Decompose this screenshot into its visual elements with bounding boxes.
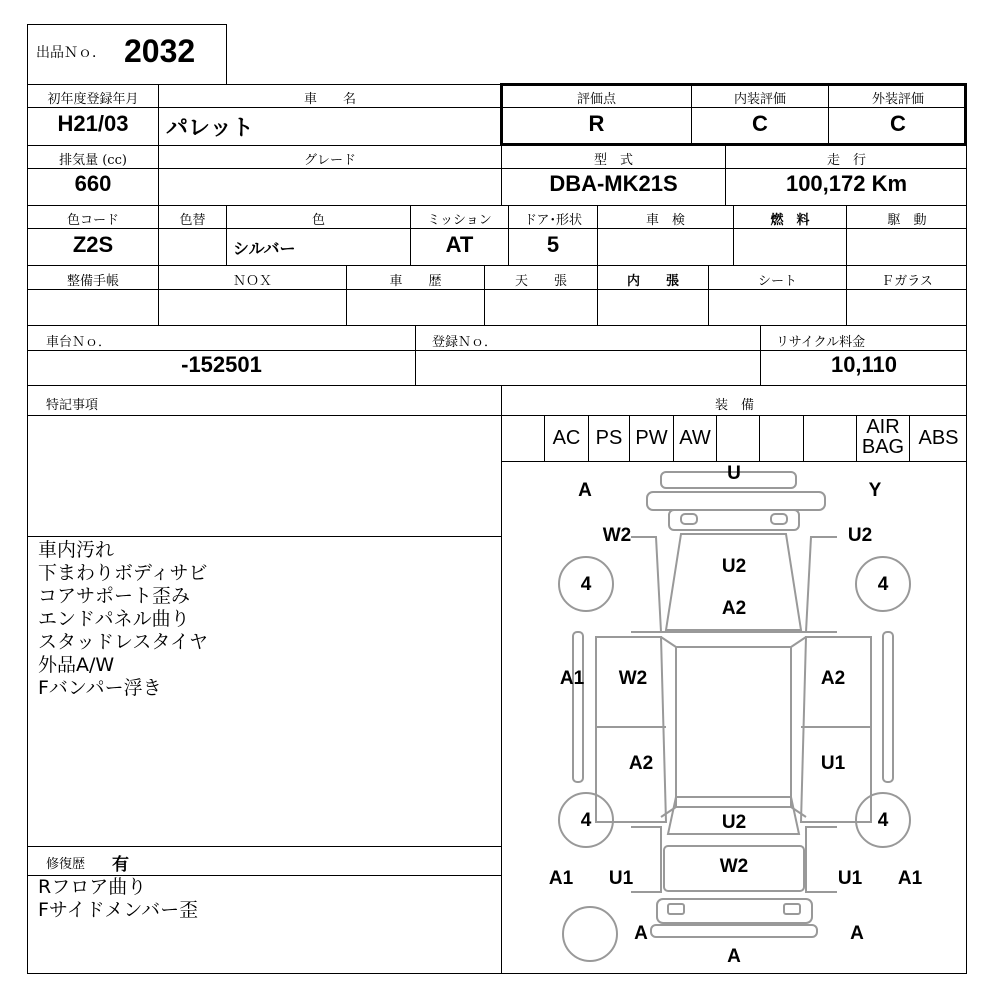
- remark-line: 外品A/W: [38, 654, 115, 676]
- maintenance-book-label: 整備手帳: [66, 274, 119, 289]
- score-value: R: [588, 111, 605, 136]
- color-value: シルバー: [233, 239, 296, 258]
- mileage-value: 100,172 Km: [785, 171, 908, 196]
- damage-mark: A: [634, 923, 648, 944]
- equipment-ac: AC: [552, 427, 581, 449]
- remark-line: スタッドレスタイヤ: [38, 631, 209, 653]
- damage-mark: A2: [721, 598, 747, 619]
- fuel-label: 燃 料: [770, 213, 810, 228]
- repair-history-value: 有: [112, 855, 129, 875]
- equipment-abs: ABS: [918, 427, 959, 449]
- remark-line: エンドパネル曲り: [38, 608, 190, 630]
- lot-number-box: [27, 24, 227, 85]
- damage-mark: A1: [548, 868, 574, 889]
- color-code-value: Z2S: [72, 232, 114, 257]
- recycle-fee-value: 10,110: [830, 352, 898, 377]
- drive-label: 駆 動: [887, 213, 927, 228]
- remark-line: 下まわりボディサビ: [38, 562, 208, 584]
- damage-mark: 4: [877, 810, 889, 831]
- damage-mark: W2: [602, 525, 632, 546]
- damage-mark: W2: [719, 856, 749, 877]
- damage-mark: A2: [628, 753, 654, 774]
- model-label: 型 式: [593, 153, 633, 168]
- damage-mark: U1: [820, 753, 846, 774]
- car-name-value: パレット: [166, 115, 254, 140]
- lot-number-value: 2032: [124, 33, 196, 69]
- damage-mark: U1: [608, 868, 634, 889]
- damage-mark: 4: [877, 574, 889, 595]
- repair-history-label: 修復歴: [46, 857, 86, 872]
- displacement-label: 排気量 (cc): [59, 153, 127, 168]
- exterior-grade-label: 外装評価: [871, 92, 924, 107]
- first-registration-value: H21/03: [57, 111, 129, 136]
- equipment-pw: PW: [635, 427, 668, 449]
- color-code-label: 色コード: [66, 213, 119, 228]
- nox-label: ＮＯＸ: [232, 274, 272, 289]
- seat-label: シート: [757, 274, 797, 289]
- damage-mark: U1: [837, 868, 863, 889]
- remark-line: Fバンパー浮き: [38, 677, 162, 699]
- front-glass-label: Ｆガラス: [881, 274, 933, 289]
- repair-line: Rフロア曲り: [38, 876, 147, 898]
- damage-mark: A1: [559, 668, 585, 689]
- equipment-ps: PS: [595, 427, 623, 449]
- lot-number-label: 出品Ｎｏ．: [36, 45, 106, 61]
- color-label: 色: [311, 213, 325, 228]
- repair-list: [38, 876, 498, 922]
- damage-mark: A: [850, 923, 864, 944]
- damage-mark: U2: [847, 525, 873, 546]
- damage-mark: U: [727, 463, 741, 484]
- damage-mark: A: [727, 946, 741, 967]
- car-name-label: 車 名: [303, 92, 356, 107]
- mileage-label: 走 行: [826, 153, 866, 168]
- remarks-label: 特記事項: [46, 398, 99, 413]
- damage-mark: 4: [580, 810, 592, 831]
- damage-mark: A1: [897, 868, 923, 889]
- transmission-value: AT: [445, 232, 474, 257]
- equipment-aw: AW: [679, 427, 711, 449]
- doors-label: ドア･形状: [523, 213, 583, 228]
- registration-number-label: 登録Ｎｏ．: [432, 335, 498, 350]
- first-registration-label: 初年度登録年月: [47, 92, 139, 107]
- chassis-number-label: 車台Ｎｏ．: [46, 335, 112, 350]
- exterior-grade-value: C: [890, 111, 906, 136]
- score-label: 評価点: [576, 92, 616, 107]
- damage-mark: U2: [721, 812, 747, 833]
- chassis-number-value: -152501: [181, 352, 262, 377]
- recycle-fee-label: リサイクル料金: [776, 335, 866, 350]
- damage-mark: 4: [580, 574, 592, 595]
- interior-trim-label: 内 張: [626, 274, 679, 289]
- remark-line: 車内汚れ: [38, 539, 115, 561]
- displacement-value: 660: [74, 171, 112, 196]
- repair-line: Fサイドメンバー歪: [38, 899, 199, 921]
- remarks-list: [38, 539, 498, 700]
- model-value: DBA-MK21S: [549, 171, 678, 196]
- interior-grade-value: C: [752, 111, 768, 136]
- ceiling-label: 天 張: [514, 274, 567, 289]
- vehicle-condition-diagram: [501, 462, 967, 974]
- damage-mark: W2: [618, 668, 648, 689]
- vehicle-history-label: 車 歴: [389, 274, 442, 289]
- damage-mark: A: [578, 480, 592, 501]
- damage-mark: U2: [721, 556, 747, 577]
- inspection-label: 車 検: [645, 213, 685, 228]
- transmission-label: ミッション: [427, 213, 492, 228]
- grade-label: グレード: [303, 153, 356, 168]
- damage-mark: A2: [820, 668, 846, 689]
- damage-mark: Y: [868, 480, 882, 501]
- doors-value: 5: [546, 232, 560, 257]
- remark-line: コアサポート歪み: [38, 585, 191, 607]
- repaint-label: 色替: [179, 213, 206, 228]
- equipment-label: 装 備: [714, 398, 754, 413]
- interior-grade-label: 内装評価: [733, 92, 786, 107]
- equipment-airbag: AIR BAG: [861, 416, 905, 458]
